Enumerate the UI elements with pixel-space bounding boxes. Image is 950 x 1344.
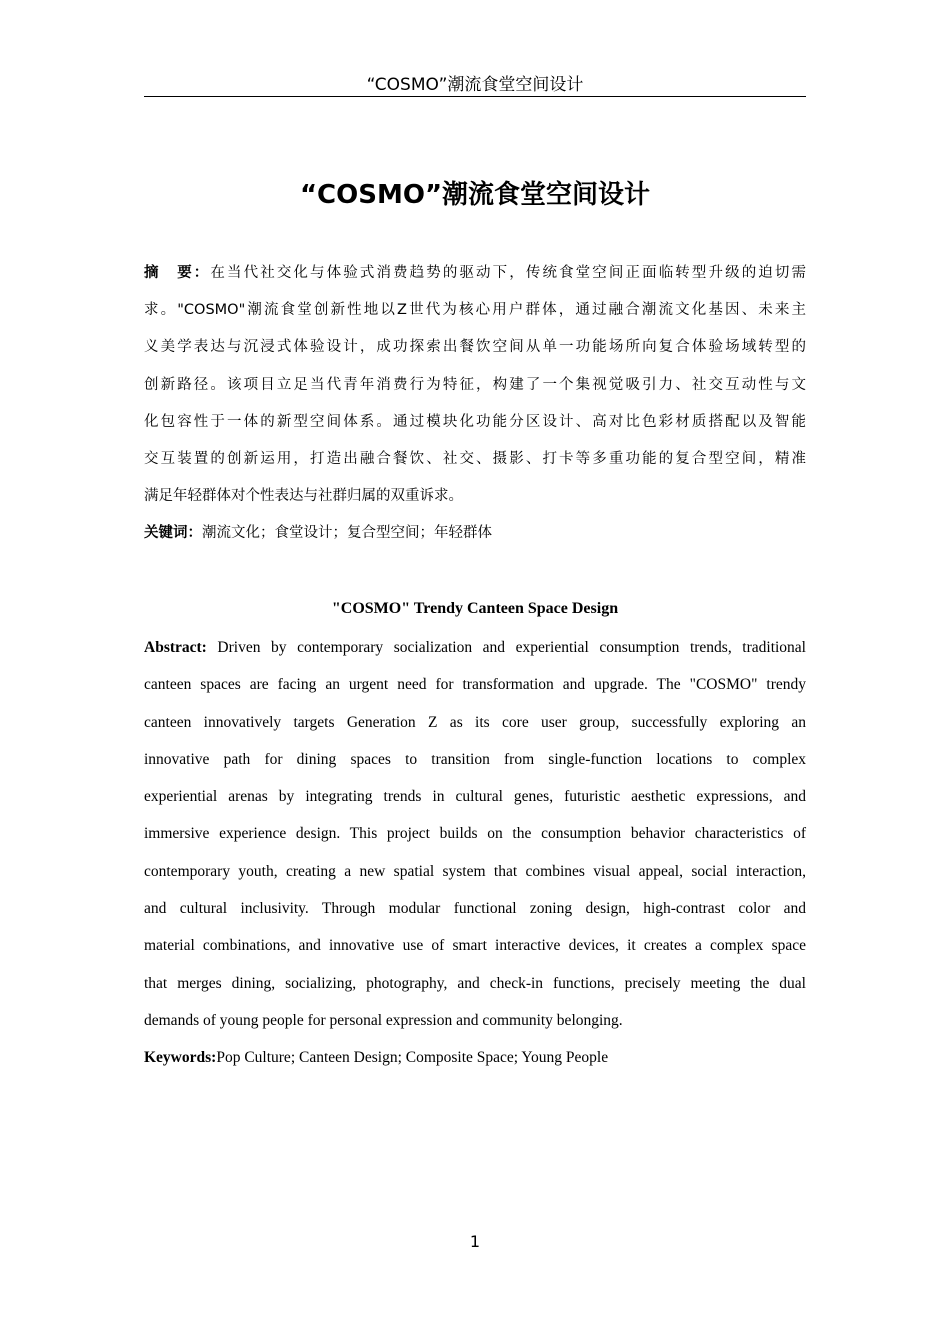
header-rule [144,96,806,97]
keywords-en-text: Pop Culture; Canteen Design; Composite Space; Young People [216,1049,609,1067]
english-title: "COSMO" Trendy Canteen Space Design [331,600,619,617]
running-header: “COSMO”潮流食堂空间设计 [366,75,584,95]
abstract-en-line: experiential arenas by integrating trends in cultural genes, futuristic aesthetic expressions, and [144,788,806,806]
abstract-en-label: Abstract: [144,639,207,656]
abstract-cn [144,262,806,560]
abstract-en [144,637,806,1085]
abstract-cn-line: 义美学表达与沉浸式体验设计，成功探索出餐饮空间从单一功能场所向复合体验场域转型的 [144,339,806,356]
abstract-en-line: innovative path for dining spaces to transition from single-function locations to complex [144,750,806,768]
abstract-en-line: and cultural inclusivity. Through modular functional zoning design, high-contrast color and [144,900,806,918]
abstract-cn-line: 满足年轻群体对个性表达与社群归属的双重诉求。 [144,488,463,505]
abstract-en-line: demands of young people for personal expression and community belonging. [144,1011,623,1029]
keywords-cn-label: 关键词： [144,525,202,542]
abstract-cn-line: 创新路径。该项目立足当代青年消费行为特征，构建了一个集视觉吸引力、社交互动性与文 [144,376,806,393]
abstract-cn-line: 交互装置的创新运用，打造出融合餐饮、社交、摄影、打卡等多重功能的复合型空间，精准 [144,450,806,467]
abstract-cn-line: 化包容性于一体的新型空间体系。通过模块化功能分区设计、高对比色彩材质搭配以及智能 [144,413,806,430]
abstract-en-line: canteen spaces are facing an urgent need for transformation and upgrade. The "COSMO" trendy [144,676,806,694]
abstract-en-line: Abstract: Driven by contemporary socialization and experiential consumption trends, traditional [144,639,806,656]
keywords-en-label: Keywords: [144,1049,217,1067]
abstract-cn-line: 摘 要：在当代社交化与体验式消费趋势的驱动下，传统食堂空间正面临转型升级的迫切需 [144,265,807,281]
keywords-en [144,1047,806,1084]
abstract-en-line: canteen innovatively targets Generation Z as its core user group, successfully exploring an [144,713,806,731]
abstract-cn-label: 摘 要： [144,265,211,281]
abstract-en-line: that merges dining, socializing, photography, and check-in functions, precisely meeting the dual [144,974,806,992]
keywords-cn-text: 潮流文化；食堂设计；复合型空间；年轻群体 [202,525,492,542]
page-title: “COSMO”潮流食堂空间设计 [299,180,651,210]
abstract-en-line: material combinations, and innovative use of smart interactive devices, it creates a complex space [144,937,806,955]
keywords-cn [144,522,806,559]
abstract-en-line: contemporary youth, creating a new spatial system that combines visual appeal, social interaction, [144,862,806,880]
abstract-en-line: immersive experience design. This project builds on the consumption behavior characteristics of [144,825,806,843]
abstract-cn-line: 求。"COSMO"潮流食堂创新性地以Z世代为核心用户群体，通过融合潮流文化基因、未来主 [144,302,806,319]
page-number: 1 [469,1232,481,1251]
